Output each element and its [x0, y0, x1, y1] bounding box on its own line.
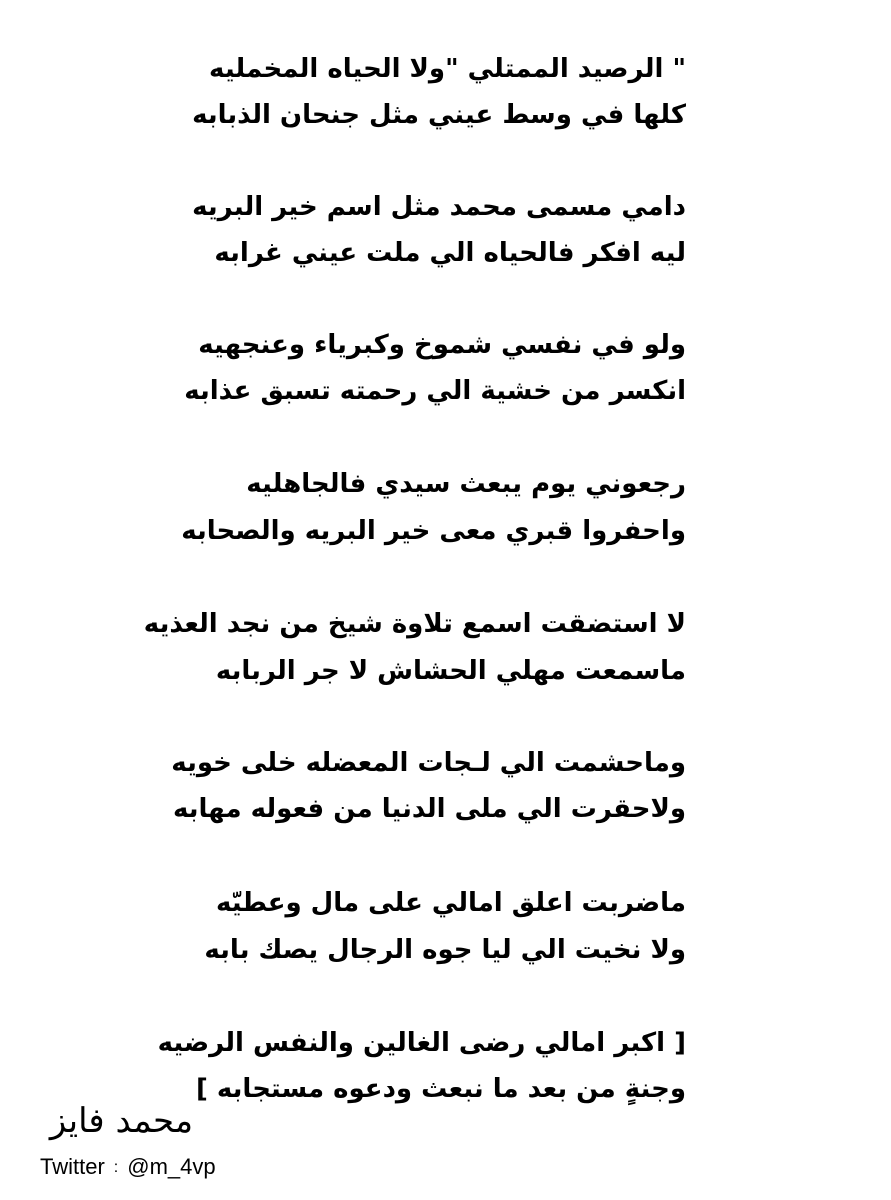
stanza-8-second-line: وجنةٍ من بعد ما نبعث ودعوه مستجابه ] — [195, 1074, 686, 1104]
stanza-1-first-line: " الرصيد الممتلي "ولا الحياه المخمليه — [209, 54, 686, 84]
author-signature: محمد فايز — [49, 1101, 194, 1141]
stanza-7-second-line: ولا نخيت الي ليا جوه الرجال يصك بابه — [204, 935, 686, 965]
twitter-handle: @m_4vp — [127, 1154, 216, 1179]
stanza-5-first-line: لا استضقت اسمع تلاوة شيخ من نجد العذيه — [143, 609, 686, 639]
stanza-4-second-line: واحفروا قبري معى خير البريه والصحابه — [181, 516, 686, 546]
stanza-4-first-line: رجعوني يوم يبعث سيدي فالجاهليه — [246, 469, 686, 499]
stanza-7-first-line: ماضربت اعلق امالي على مال وعطيّه — [216, 888, 686, 918]
stanza-2-first-line: دامي مسمى محمد مثل اسم خير البريه — [192, 192, 686, 222]
stanza-3-second-line: انكسر من خشية الي رحمته تسبق عذابه — [184, 376, 686, 406]
stanza-5-second-line: ماسمعت مهلي الحشاش لا جر الربابه — [215, 656, 686, 686]
stanza-2-second-line: ليه افكر فالحياه الي ملت عيني غرابه — [214, 238, 686, 268]
twitter-credit — [40, 1152, 216, 1185]
stanza-1-second-line: كلها في وسط عيني مثل جنحان الذبابه — [192, 100, 686, 130]
stanza-6-first-line: وماحشمت الي لـجات المعضله خلى خويه — [171, 748, 686, 778]
twitter-separator: : — [113, 1159, 119, 1176]
stanza-8-first-line: [ اكبر امالي رضى الغالين والنفس الرضيه — [157, 1028, 686, 1058]
stanza-6-second-line: ولاحقرت الي ملى الدنيا من فعوله مهابه — [173, 794, 686, 824]
stanza-3-first-line: ولو في نفسي شموخ وكبرياء وعنجهيه — [198, 330, 686, 360]
twitter-label: Twitter — [40, 1154, 105, 1179]
